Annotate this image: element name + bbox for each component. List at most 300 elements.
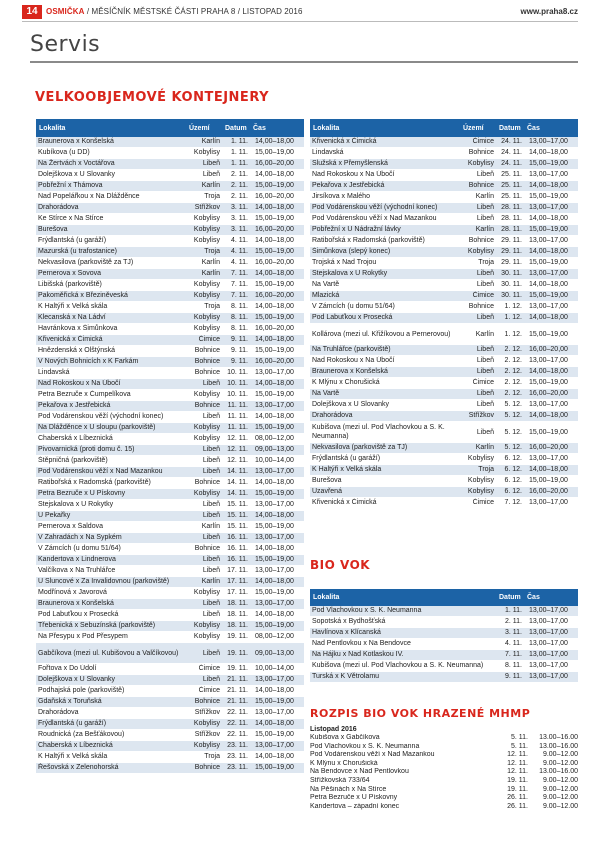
cell-area: Troja (186, 302, 222, 313)
cell-locality: Klecanská x Na Ládví (36, 313, 186, 324)
cell-date: 2. 12. (496, 378, 524, 389)
cell-area: Libeň (460, 400, 496, 411)
schedule-date: 26. 11. (507, 802, 528, 810)
cell-locality: Pivovarnická (proti domu č. 15) (36, 445, 186, 456)
table-row (310, 498, 578, 509)
schedule-locality: Střížkovská 733/64 (310, 776, 370, 784)
cell-time: 13,00–17,00 (524, 137, 578, 148)
table-row (36, 236, 304, 247)
cell-date: 5. 12. (496, 422, 524, 443)
cell-area: Kobylisy (186, 324, 222, 335)
cell-locality: Pod Labuťkou x Prosecká (36, 610, 186, 621)
cell-time: 14,00–18,00 (250, 412, 304, 423)
cell-locality: Podhajská pole (parkoviště) (36, 686, 186, 697)
cell-locality: Havránkova x Šimůnkova (36, 324, 186, 335)
cell-area: Bohnice (186, 478, 222, 489)
cell-locality: Ke Stírce x Na Stírce (36, 214, 186, 225)
schedule-item (310, 743, 578, 752)
cell-time: 15,00–19,00 (250, 280, 304, 291)
cell-locality: Křivenická x Čimická (36, 335, 186, 346)
cell-time: 13,00–17,00 (250, 599, 304, 610)
cell-locality: Řešovská x Zelenohorská (36, 763, 186, 774)
cell-date: 2. 11. (222, 192, 250, 203)
cell-time: 14,00–18,00 (250, 269, 304, 280)
schedule-locality: Na Pěšinách x Na Stírce (310, 785, 387, 793)
cell-date: 30. 11. (496, 291, 524, 302)
cell-area: Libeň (186, 555, 222, 566)
table-row (36, 489, 304, 500)
table-row (36, 170, 304, 181)
cell-time: 14,00–18,00 (524, 181, 578, 192)
table-row (36, 511, 304, 522)
cell-time: 15,00–19,00 (250, 346, 304, 357)
cell-area: Bohnice (186, 763, 222, 774)
table-row (36, 445, 304, 456)
containers-title: VELKOOBJEMOVÉ KONTEJNERY (35, 90, 270, 105)
cell-area: Libeň (460, 203, 496, 214)
table-row (36, 137, 304, 148)
cell-time: 13,00–17,00 (524, 356, 578, 367)
cell-time: 13,00–17,00 (250, 741, 304, 752)
cell-locality: Gabčíkova (mezi ul. Kubišovou a Valčíkovou) (36, 643, 186, 664)
table-row (310, 280, 578, 291)
cell-time: 15,00–19,00 (250, 621, 304, 632)
cell-date: 28. 11. (496, 214, 524, 225)
cell-area: Troja (186, 192, 222, 203)
cell-date: 4. 11. (222, 258, 250, 269)
cell-time: 13,00–17,00 (250, 368, 304, 379)
cell-locality: Chaberská x Líbeznická (36, 741, 186, 752)
cell-locality: Mazurská (u trafostanice) (36, 247, 186, 258)
cell-date: 25. 11. (496, 170, 524, 181)
cell-time: 14,00–18,00 (250, 137, 304, 148)
cell-date: 23. 11. (222, 763, 250, 774)
table-row (36, 632, 304, 643)
cell-time: 15,00–19,00 (250, 214, 304, 225)
cell-locality: Nad Rokoskou x Na Úbočí (36, 379, 186, 390)
cell-locality: Kubišova (mezi ul. Pod Vlachovkou a S. K. Neumanna) (310, 661, 496, 672)
cell-locality: V Zahradách x Na Sypkém (36, 533, 186, 544)
cell-locality: Křivenická x Čimická (310, 498, 460, 509)
cell-locality: K Haltýři x Velká skála (310, 465, 460, 476)
cell-time: 13,00–17,00 (250, 500, 304, 511)
table-row (310, 192, 578, 203)
cell-area: Kobylisy (460, 247, 496, 258)
cell-locality: Uzavřená (310, 487, 460, 498)
cell-time: 15,00–19,00 (524, 192, 578, 203)
cell-date: 2. 12. (496, 345, 524, 356)
cell-date: 7. 11. (496, 650, 524, 661)
schedule-time: 9.00–12.00 (542, 802, 578, 810)
cell-date: 10. 11. (222, 379, 250, 390)
cell-locality: Na Truhlářce (parkoviště) (310, 345, 460, 356)
cell-time: 13,00–17,00 (524, 400, 578, 411)
cell-date: 3. 11. (222, 203, 250, 214)
cell-area: Kobylisy (186, 489, 222, 500)
cell-locality: Modřínová x Javorová (36, 588, 186, 599)
cell-time: 10,00–14,00 (250, 456, 304, 467)
cell-date: 7. 11. (222, 280, 250, 291)
cell-locality: Pakoměřická x Březiněveská (36, 291, 186, 302)
cell-time: 15,00–19,00 (524, 476, 578, 487)
cell-date: 9. 11. (222, 357, 250, 368)
cell-area: Kobylisy (186, 423, 222, 434)
cell-locality: Frýdlantská (u garáží) (36, 719, 186, 730)
cell-area: Libeň (186, 500, 222, 511)
table-row (36, 203, 304, 214)
cell-time: 15,00–19,00 (250, 697, 304, 708)
cell-time: 14,00–18,00 (250, 335, 304, 346)
cell-date: 29. 11. (496, 236, 524, 247)
cell-date: 2. 11. (496, 617, 524, 628)
schedule-time: 9.00–12.00 (542, 794, 578, 802)
table-row (310, 159, 578, 170)
cell-area: Kobylisy (186, 236, 222, 247)
cell-time: 13,00–17,00 (250, 675, 304, 686)
col-date: Datum (222, 119, 250, 137)
cell-time: 14,00–18,00 (250, 544, 304, 555)
cell-date: 5. 12. (496, 400, 524, 411)
cell-area: Střížkov (186, 708, 222, 719)
schedule-locality: K Mlýnu x Chorušická (310, 759, 378, 767)
table-row (36, 346, 304, 357)
cell-date: 18. 11. (222, 610, 250, 621)
cell-locality: Nad Pentlovkou x Na Bendovce (310, 639, 496, 650)
cell-locality: Stejskalova x U Rokytky (36, 500, 186, 511)
table-row (310, 247, 578, 258)
cell-locality: Pod Labuťkou x Prosecká (310, 313, 460, 324)
cell-locality: Na Vartě (310, 389, 460, 400)
table-row (36, 313, 304, 324)
schedule-date: 5. 11. (511, 734, 528, 741)
cell-date: 7. 12. (496, 498, 524, 509)
cell-time: 13,00–17,00 (250, 401, 304, 412)
cell-locality: Gdaňská x Toruňská (36, 697, 186, 708)
cell-locality: Libišská (parkoviště) (36, 280, 186, 291)
table-row (36, 741, 304, 752)
cell-area: Libeň (460, 280, 496, 291)
cell-date: 1. 12. (496, 302, 524, 313)
col-time: Čas (524, 589, 578, 606)
cell-locality: Chaberská x Líbeznická (36, 434, 186, 445)
cell-time: 10,00–14,00 (250, 664, 304, 675)
table-row (310, 181, 578, 192)
cell-time: 16,00–20,00 (524, 345, 578, 356)
col-locality: Lokalita (310, 589, 496, 606)
cell-time: 15,00–19,00 (524, 291, 578, 302)
cell-area: Karlín (186, 258, 222, 269)
cell-time: 14,00–18,00 (250, 752, 304, 763)
cell-date: 12. 11. (222, 445, 250, 456)
table-row (310, 214, 578, 225)
table-row (36, 302, 304, 313)
cell-date: 16. 11. (222, 555, 250, 566)
cell-locality: Nad Rokoskou x Na Úbočí (310, 170, 460, 181)
table-row (310, 345, 578, 356)
table-row (310, 650, 578, 661)
table-row (36, 708, 304, 719)
cell-area: Karlín (186, 522, 222, 533)
cell-time: 14,00–18,00 (250, 610, 304, 621)
cell-area: Libeň (460, 170, 496, 181)
cell-locality: Lindavská (310, 148, 460, 159)
cell-area: Kobylisy (186, 719, 222, 730)
schedule-date: 12. 11. (507, 751, 528, 759)
table-row (36, 192, 304, 203)
cell-time: 15,00–19,00 (250, 588, 304, 599)
cell-locality: U Sluncové x Za Invalidovnou (parkoviště) (36, 577, 186, 588)
cell-time: 14,00–18,00 (250, 236, 304, 247)
cell-locality: Frýdlantská (u garáží) (36, 236, 186, 247)
cell-date: 22. 11. (222, 719, 250, 730)
col-area: Území (186, 119, 222, 137)
cell-area: Libeň (186, 610, 222, 621)
cell-locality: Nad Rokoskou x Na Úbočí (310, 356, 460, 367)
cell-time: 14,00–18,00 (250, 302, 304, 313)
cell-area: Kobylisy (186, 588, 222, 599)
cell-area: Bohnice (186, 697, 222, 708)
table-row (36, 752, 304, 763)
cell-area: Troja (460, 258, 496, 269)
page-number: 14 (22, 5, 42, 19)
cell-area: Karlín (460, 443, 496, 454)
cell-locality: Na Vartě (310, 280, 460, 291)
table-row (36, 577, 304, 588)
publication-subtitle: / MĚSÍČNÍK MĚSTSKÉ ČÁSTI PRAHA 8 / LISTOPAD 2016 (86, 7, 303, 16)
table-row (310, 269, 578, 280)
cell-area: Libeň (460, 356, 496, 367)
cell-locality: Služská x Přemyšlenská (310, 159, 460, 170)
cell-area: Střížkov (186, 203, 222, 214)
cell-area: Libeň (460, 389, 496, 400)
cell-area: Střížkov (186, 730, 222, 741)
cell-date: 2. 12. (496, 389, 524, 400)
cell-time: 15,00–19,00 (250, 730, 304, 741)
cell-date: 1. 11. (222, 159, 250, 170)
cell-area: Kobylisy (460, 159, 496, 170)
table-row (310, 324, 578, 345)
cell-locality: Braunerova x Konšelská (36, 599, 186, 610)
cell-time: 15,00–19,00 (250, 247, 304, 258)
table-row (36, 675, 304, 686)
cell-date: 19. 11. (222, 643, 250, 664)
cell-locality: Stejskalova x U Rokytky (310, 269, 460, 280)
cell-date: 22. 11. (222, 730, 250, 741)
table-row (310, 465, 578, 476)
cell-area: Střížkov (460, 411, 496, 422)
table-row (36, 225, 304, 236)
cell-area: Libeň (460, 313, 496, 324)
schedule-locality: Pod Vodárenskou věží x Nad Mazankou (310, 751, 435, 759)
cell-time: 08,00–12,00 (250, 434, 304, 445)
cell-time: 14,00–18,00 (524, 465, 578, 476)
cell-date: 23. 11. (222, 752, 250, 763)
cell-date: 21. 11. (222, 686, 250, 697)
cell-locality: Nekvasilova (parkoviště za TJ) (310, 443, 460, 454)
col-date: Datum (496, 589, 524, 606)
table-row (310, 378, 578, 389)
cell-date: 12. 11. (222, 434, 250, 445)
schedule-time: 9.00–12.00 (542, 751, 578, 759)
cell-locality: Roudnická (za Bešťákovou) (36, 730, 186, 741)
table-row (36, 181, 304, 192)
cell-time: 15,00–19,00 (250, 763, 304, 774)
cell-time: 15,00–19,00 (250, 423, 304, 434)
table-row (36, 423, 304, 434)
bio-vok-table (310, 589, 578, 683)
cell-date: 14. 11. (222, 467, 250, 478)
cell-area: Kobylisy (186, 434, 222, 445)
cell-locality: Drahorádova (36, 203, 186, 214)
schedule-date: 19. 11. (507, 785, 528, 793)
cell-area: Karlín (460, 225, 496, 236)
cell-locality: K Haltýři x Velká skála (36, 302, 186, 313)
table-row (36, 697, 304, 708)
cell-time: 15,00–19,00 (250, 390, 304, 401)
table-row (310, 422, 578, 443)
table-row (36, 214, 304, 225)
schedule-heading: Listopad 2016 (310, 726, 357, 733)
cell-locality: Pod Vlachovkou x S. K. Neumanna (310, 606, 496, 617)
cell-time: 15,00–19,00 (250, 148, 304, 159)
cell-locality: Třebenická x Sebuzínská (parkoviště) (36, 621, 186, 632)
cell-date: 6. 12. (496, 487, 524, 498)
table-row (310, 606, 578, 617)
schedule-time: 9.00–12.00 (542, 785, 578, 793)
cell-date: 3. 11. (222, 225, 250, 236)
cell-date: 15. 11. (222, 511, 250, 522)
cell-time: 14,00–18,00 (250, 686, 304, 697)
schedule-locality: Petra Bezruče x U Pískovny (310, 794, 398, 802)
cell-locality: Trojská x Nad Trojou (310, 258, 460, 269)
cell-locality: Braunerova x Konšelská (36, 137, 186, 148)
table-row (36, 401, 304, 412)
table-row (310, 454, 578, 465)
cell-locality: Drahorádova (310, 411, 460, 422)
schedule-item (310, 777, 578, 786)
cell-locality: Mlazická (310, 291, 460, 302)
cell-time: 14,00–18,00 (250, 170, 304, 181)
cell-locality: Hnězdenská x Olštýnská (36, 346, 186, 357)
cell-time: 15,00–19,00 (524, 258, 578, 269)
table-row (36, 719, 304, 730)
table-row (310, 389, 578, 400)
cell-date: 6. 12. (496, 476, 524, 487)
cell-area: Libeň (186, 170, 222, 181)
cell-locality: Burešova (310, 476, 460, 487)
cell-area: Čimice (460, 137, 496, 148)
cell-area: Libeň (186, 456, 222, 467)
cell-locality: Na Žertvách x Voctářova (36, 159, 186, 170)
cell-date: 9. 11. (222, 335, 250, 346)
schedule-time: 9.00–12.00 (542, 759, 578, 767)
table-row (310, 367, 578, 378)
cell-locality: Dolejškova x U Slovanky (36, 675, 186, 686)
cell-date: 12. 11. (222, 456, 250, 467)
cell-date: 5. 12. (496, 411, 524, 422)
cell-locality: Valčíkova x Na Truhlářce (36, 566, 186, 577)
cell-locality: Dolejškova x U Slovanky (310, 400, 460, 411)
cell-date: 21. 11. (222, 675, 250, 686)
cell-date: 17. 11. (222, 577, 250, 588)
cell-area: Kobylisy (186, 741, 222, 752)
cell-time: 15,00–19,00 (250, 313, 304, 324)
cell-time: 13,00–17,00 (524, 269, 578, 280)
cell-locality: Pobřežní x U Nádražní lávky (310, 225, 460, 236)
cell-date: 9. 11. (222, 346, 250, 357)
cell-area: Libeň (460, 367, 496, 378)
cell-locality: Fořtova x Do Údolí (36, 664, 186, 675)
table-row (36, 247, 304, 258)
cell-time: 15,00–19,00 (524, 324, 578, 345)
cell-time: 09,00–13,00 (250, 643, 304, 664)
cell-date: 24. 11. (496, 159, 524, 170)
cell-time: 13,00–17,00 (524, 639, 578, 650)
schedule-item (310, 760, 578, 769)
table-row (310, 225, 578, 236)
cell-date: 10. 11. (222, 390, 250, 401)
table-row (310, 617, 578, 628)
table-row (310, 236, 578, 247)
cell-locality: Sopotská x Bydhošťská (310, 617, 496, 628)
table-row (36, 478, 304, 489)
col-area: Území (460, 119, 496, 137)
cell-area: Libeň (186, 675, 222, 686)
cell-area: Kobylisy (186, 280, 222, 291)
table-row (310, 639, 578, 650)
cell-time: 14,00–18,00 (250, 379, 304, 390)
table-row (310, 170, 578, 181)
cell-date: 11. 11. (222, 412, 250, 423)
schedule-locality: Na Bendovce x Nad Pentlovkou (310, 768, 409, 776)
cell-date: 7. 11. (222, 291, 250, 302)
cell-time: 14,00–18,00 (524, 280, 578, 291)
table-row (36, 258, 304, 269)
cell-time: 15,00–19,00 (250, 489, 304, 500)
cell-date: 11. 11. (222, 401, 250, 412)
containers-table-right (310, 119, 578, 509)
cell-time: 13,00–17,00 (524, 236, 578, 247)
containers-table-left (36, 119, 304, 774)
table-row (310, 203, 578, 214)
cell-locality: Ratibořská x Radomská (parkoviště) (310, 236, 460, 247)
table-row (310, 661, 578, 672)
cell-locality: Na Dlážděnce x U sloupu (parkoviště) (36, 423, 186, 434)
cell-time: 14,00–18,00 (250, 577, 304, 588)
cell-area: Čimice (460, 291, 496, 302)
cell-date: 6. 12. (496, 465, 524, 476)
table-row (36, 368, 304, 379)
table-row (36, 664, 304, 675)
cell-area: Kobylisy (186, 225, 222, 236)
cell-date: 18. 11. (222, 599, 250, 610)
cell-locality: Pod Vodárenskou věží x Nad Mazankou (36, 467, 186, 478)
cell-date: 19. 11. (222, 632, 250, 643)
cell-date: 30. 11. (496, 280, 524, 291)
cell-area: Kobylisy (186, 313, 222, 324)
cell-date: 4. 11. (496, 639, 524, 650)
cell-area: Karlín (186, 269, 222, 280)
cell-time: 13,00–17,00 (524, 302, 578, 313)
cell-date: 18. 11. (222, 621, 250, 632)
schedule-locality: Kubišova x Gabčíkova (310, 734, 380, 741)
cell-time: 15,00–19,00 (524, 159, 578, 170)
cell-time: 14,00–18,00 (250, 203, 304, 214)
table-row (310, 356, 578, 367)
cell-area: Libeň (186, 566, 222, 577)
cell-date: 4. 11. (222, 247, 250, 258)
cell-area: Čimice (186, 335, 222, 346)
